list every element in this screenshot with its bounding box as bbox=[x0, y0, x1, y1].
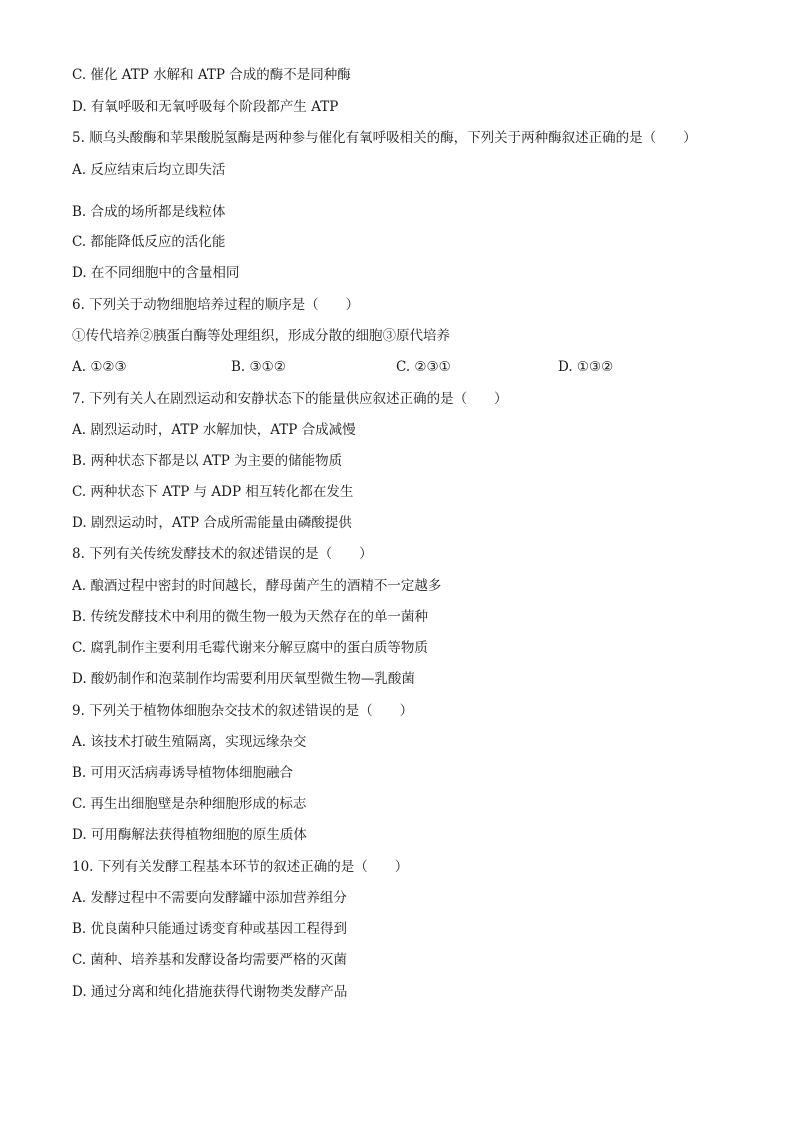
question-7-stem: 7. 下列有关人在剧烈运动和安静状态下的能量供应叙述正确的是（ ） bbox=[72, 391, 508, 407]
question-6-option-a: A. ①②③ bbox=[72, 359, 127, 375]
line-d-respiration-atp: D. 有氧呼吸和无氧呼吸每个阶段都产生 ATP bbox=[72, 99, 339, 115]
question-9-option-d: D. 可用酶解法获得植物细胞的原生质体 bbox=[72, 827, 307, 843]
question-7-option-d: D. 剧烈运动时，ATP 合成所需能量由磷酸提供 bbox=[72, 515, 352, 531]
question-5-option-c: C. 都能降低反应的活化能 bbox=[72, 234, 226, 250]
question-9-option-c: C. 再生出细胞壁是杂种细胞形成的标志 bbox=[72, 796, 307, 812]
question-8-option-b: B. 传统发酵技术中利用的微生物一般为天然存在的单一菌种 bbox=[72, 609, 429, 625]
question-6-option-d: D. ①③② bbox=[558, 359, 614, 375]
question-10-option-c: C. 菌种、培养基和发酵设备均需要严格的灭菌 bbox=[72, 952, 347, 968]
question-10-option-a: A. 发酵过程中不需要向发酵罐中添加营养组分 bbox=[72, 890, 347, 906]
question-7-option-a: A. 剧烈运动时，ATP 水解加快，ATP 合成减慢 bbox=[72, 422, 356, 438]
question-6-option-c: C. ②③① bbox=[396, 359, 451, 375]
question-7-option-c: C. 两种状态下 ATP 与 ADP 相互转化都在发生 bbox=[72, 484, 354, 500]
question-10-option-b: B. 优良菌种只能通过诱变育种或基因工程得到 bbox=[72, 921, 348, 937]
question-10-option-d: D. 通过分离和纯化措施获得代谢物类发酵产品 bbox=[72, 984, 348, 1000]
question-8-option-c: C. 腐乳制作主要利用毛霉代谢来分解豆腐中的蛋白质等物质 bbox=[72, 640, 428, 656]
question-8-option-d: D. 酸奶制作和泡菜制作均需要利用厌氧型微生物—乳酸菌 bbox=[72, 671, 415, 687]
line-c-atp-enzyme: C. 催化 ATP 水解和 ATP 合成的酶不是同种酶 bbox=[72, 67, 351, 83]
question-5-option-a: A. 反应结束后均立即失活 bbox=[72, 162, 226, 178]
question-7-option-b: B. 两种状态下都是以 ATP 为主要的储能物质 bbox=[72, 453, 343, 469]
question-8-option-a: A. 酿酒过程中密封的时间越长，酵母菌产生的酒精不一定越多 bbox=[72, 578, 442, 594]
question-6-option-b: B. ③①② bbox=[231, 359, 286, 375]
question-10-stem: 10. 下列有关发酵工程基本环节的叙述正确的是（ ） bbox=[72, 859, 409, 875]
question-6-steps: ①传代培养②胰蛋白酶等处理组织，形成分散的细胞③原代培养 bbox=[72, 328, 450, 344]
question-9-stem: 9. 下列关于植物体细胞杂交技术的叙述错误的是（ ） bbox=[72, 703, 414, 719]
question-5-option-d: D. 在不同细胞中的含量相同 bbox=[72, 265, 240, 281]
question-5-option-b: B. 合成的场所都是线粒体 bbox=[72, 204, 226, 220]
question-6-stem: 6. 下列关于动物细胞培养过程的顺序是（ ） bbox=[72, 297, 360, 313]
question-8-stem: 8. 下列有关传统发酵技术的叙述错误的是（ ） bbox=[72, 546, 373, 562]
question-9-option-b: B. 可用灭活病毒诱导植物体细胞融合 bbox=[72, 765, 294, 781]
question-9-option-a: A. 该技术打破生殖隔离，实现远缘杂交 bbox=[72, 734, 307, 750]
question-5-stem: 5. 顺乌头酸酶和苹果酸脱氢酶是两种参与催化有氧呼吸相关的酶，下列关于两种酶叙述正确的是（ ） bbox=[72, 130, 697, 146]
